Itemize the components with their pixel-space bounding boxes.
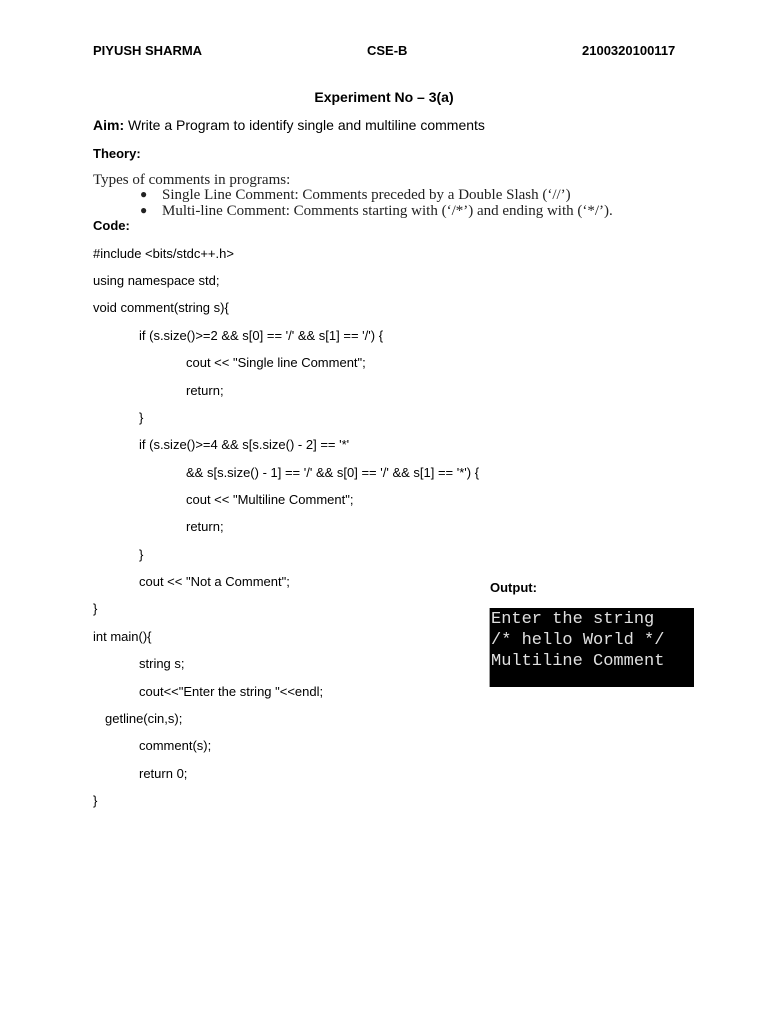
code-line: return 0; <box>139 766 188 781</box>
bullet-icon: ● <box>140 203 148 217</box>
experiment-title: Experiment No – 3(a) <box>314 89 454 105</box>
code-line: int main(){ <box>93 629 152 644</box>
theory-intro: Types of comments in programs: <box>93 172 291 188</box>
code-line: if (s.size()>=2 && s[0] == '/' && s[1] == '/') { <box>139 328 384 343</box>
code-line: } <box>139 547 144 562</box>
code-line: comment(s); <box>139 738 212 753</box>
code-line: cout << "Multiline Comment"; <box>186 492 354 507</box>
code-line: string s; <box>139 656 185 671</box>
code-line: } <box>93 601 98 616</box>
code-line: return; <box>186 519 224 534</box>
section: CSE-B <box>367 43 408 58</box>
code-line: cout << "Single line Comment"; <box>186 355 366 370</box>
code-heading: Code: <box>93 218 130 233</box>
code-line: using namespace std; <box>93 273 220 288</box>
console-line: Multiline Comment <box>491 652 665 671</box>
output-heading: Output: <box>490 580 537 595</box>
console-line: Enter the string <box>491 610 655 629</box>
console-line: /* hello World */ <box>491 631 665 650</box>
code-line: return; <box>186 383 224 398</box>
code-line: getline(cin,s); <box>105 711 183 726</box>
aim-label: Aim: <box>93 117 125 133</box>
theory-bullet-text: Single Line Comment: Comments preceded by a Double Slash (‘//’) <box>162 187 571 203</box>
code-line: } <box>139 410 144 425</box>
code-line: && s[s.size() - 1] == '/' && s[0] == '/' && s[1] == '*') { <box>186 465 480 480</box>
code-line: } <box>93 793 98 808</box>
code-line: #include <bits/stdc++.h> <box>93 246 234 261</box>
code-line: cout << "Not a Comment"; <box>139 574 290 589</box>
code-line: if (s.size()>=4 && s[s.size() - 2] == '*' <box>139 437 350 452</box>
code-line: void comment(string s){ <box>93 300 229 315</box>
aim-text: Write a Program to identify single and multiline comments <box>124 117 485 133</box>
aim-line <box>93 117 485 133</box>
code-line: cout<<"Enter the string "<<endl; <box>139 684 324 699</box>
bullet-icon: ● <box>140 187 148 201</box>
theory-bullet-text: Multi-line Comment: Comments starting with (‘/*’) and ending with (‘*/’). <box>162 203 613 219</box>
theory-heading: Theory: <box>93 146 141 161</box>
console-output <box>489 608 694 687</box>
roll-number: 2100320100117 <box>582 43 676 58</box>
author-name: PIYUSH SHARMA <box>93 43 203 58</box>
